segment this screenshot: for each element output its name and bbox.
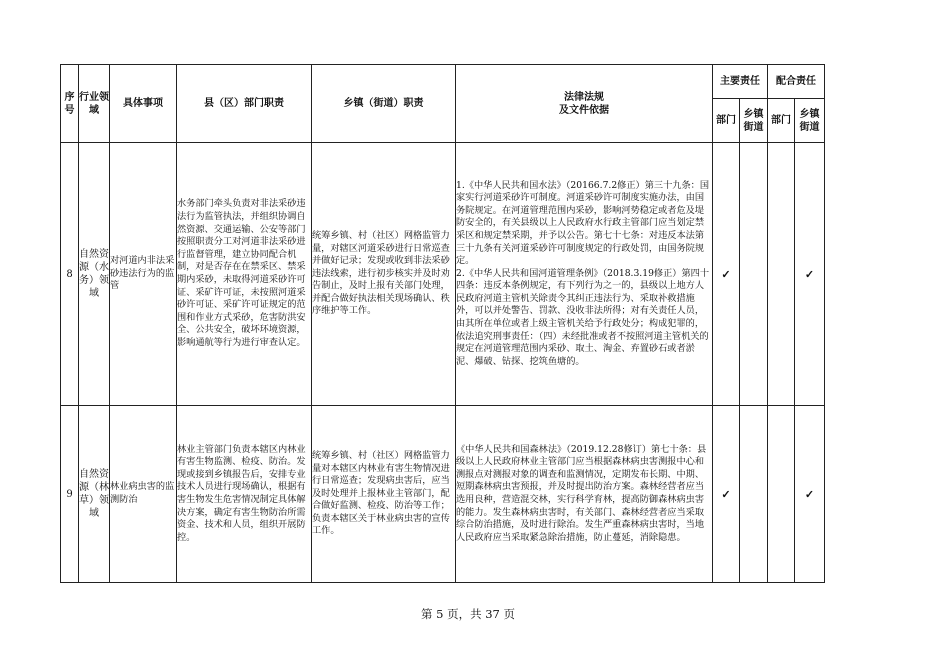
table-row: [61, 406, 825, 583]
header-main-dept: 部门: [713, 99, 740, 143]
row-county-duty: 水务部门牵头负责对非法采砂违法行为监管执法，并组织协调自然资源、交通运输、公安等部门按照职责分工对河道非法采砂进行监督管理，建立协同配合机制，对是否存在在禁采区、禁采期内采砂，未取得河道采砂许可证、采矿许可证，未按照河道采砂许可证、采矿许可证规定的范围和作业方式采砂，危害防洪安全、公共安全，破坏环境资源，影响通航等行为进行审查认定。: [177, 143, 312, 406]
header-main-responsibility: 主要责任: [713, 65, 768, 99]
header-county-duty: 县（区）部门职责: [177, 65, 312, 143]
row-coop-dept-check: [768, 406, 795, 583]
page-footer: 第 5 页，共 37 页: [420, 607, 516, 621]
row-seq: 8: [61, 143, 79, 406]
row-main-town-check: [740, 406, 768, 583]
row-town-duty: 统筹乡镇、村（社区）网格监管力量，对辖区河道采砂进行日常巡查并做好记录；发现或收到非法采砂违法线索，进行初步核实并及时劝告制止，及时上报有关部门处理，并配合做好执法相关现场确认、秩序维护等工作。: [312, 143, 456, 406]
row-seq: 9: [61, 406, 79, 583]
row-county-duty: 林业主管部门负责本辖区内林业有害生物监测、检疫、防治。发现或接到乡镇报告后，安排专业技术人员进行现场确认，根据有害生物发生危害情况制定具体解决方案，确定有害生物防治所需资金、技术和人员，组织开展防控。: [177, 406, 312, 583]
header-seq: 序号: [61, 65, 79, 143]
responsibility-table: [60, 64, 825, 583]
header-coop-town: 乡镇街道: [795, 99, 825, 143]
row-main-dept-check: ✓: [713, 143, 740, 406]
header-coop-dept: 部门: [768, 99, 795, 143]
row-item: 对河道内非法采砂违法行为的监管: [110, 143, 177, 406]
row-coop-town-check: ✓: [795, 406, 825, 583]
row-field: 自然资源（水务）领域: [79, 143, 110, 406]
row-law-basis: 1.《中华人民共和国水法》（20166.7.2修正）第三十九条：国家实行河道采砂许可制度。河道采砂许可制度实施办法，由国务院规定。在河道管理范围内采砂，影响河势稳定或者危及堤防安全的，有关县级以上人民政府水行政主管部门应当划定禁采区和规定禁采期，并予以公告。第七十七条：对违反本法第三十九条有关河道采砂许可制度规定的行政处罚，由国务院规定。 2.《中华人民共和国河道管理条例》（2018.3.19修正）第四十四条：违反本条例规定，有下列行为之一的，县级以上地方人民政府河道主管机关除责令其纠正违法行为、采取补救措施外，可以并处警告、罚款、没收非法所得；对有关责任人员，由其所在单位或者上级主管机关给予行政处分；构成犯罪的，依法追究刑事责任：（四）未经批准或者不按照河道主管机关的规定在河道管理范围内采砂、取土、淘金、弃置砂石或者淤泥、爆破、钻探、挖筑鱼塘的。: [456, 143, 713, 406]
header-row-top: [61, 65, 825, 99]
row-field: 自然资源（林草）领域: [79, 406, 110, 583]
row-coop-town-check: ✓: [795, 143, 825, 406]
row-main-dept-check: ✓: [713, 406, 740, 583]
row-town-duty: 统筹乡镇、村（社区）网格监管力量对本辖区内林业有害生物情况进行日常巡查；发现病虫害后，应当及时处理并上报林业主管部门，配合做好监测、检疫、防治等工作；负责本辖区关于林业病虫害的宣传工作。: [312, 406, 456, 583]
row-item: 林业病虫害的监测防治: [110, 406, 177, 583]
header-item: 具体事项: [110, 65, 177, 143]
header-field: 行业领域: [79, 65, 110, 143]
header-coop-responsibility: 配合责任: [768, 65, 825, 99]
table-row: [61, 143, 825, 406]
row-main-town-check: [740, 143, 768, 406]
row-law-basis: 《中华人民共和国森林法》（2019.12.28修订）第七十条：县级以上人民政府林业主管部门应当根据森林病虫害测报中心和测报点对测报对象的调查和监测情况，定期发布长期、中期、短期森林病虫害预报，并及时提出防治方案。森林经营者应当选用良种，营造混交林，实行科学育林，提高防御森林病虫害的能力。发生森林病虫害时，有关部门、森林经营者应当采取综合防治措施，及时进行除治。发生严重森林病虫害时，当地人民政府应当采取紧急除治措施，防止蔓延，消除隐患。: [456, 406, 713, 583]
header-main-town: 乡镇街道: [740, 99, 768, 143]
header-town-duty: 乡镇（街道）职责: [312, 65, 456, 143]
row-coop-dept-check: [768, 143, 795, 406]
header-law-basis: 法律法规 及文件依据: [456, 65, 713, 143]
